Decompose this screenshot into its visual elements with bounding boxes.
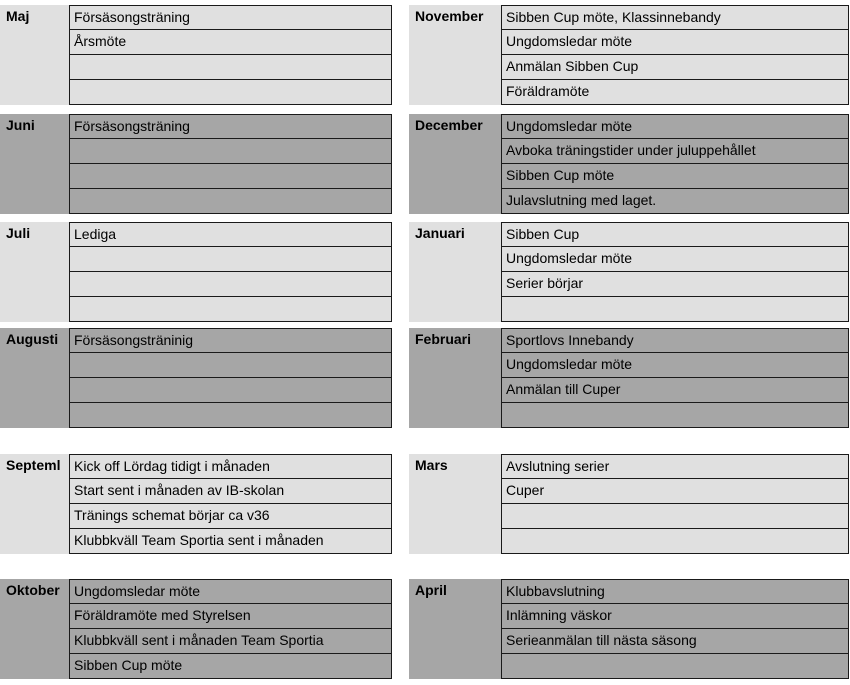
activity-cell [69,297,392,322]
activity-cell: Föräldramöte [501,80,849,105]
activity-cell: Ungdomsledar möte [501,30,849,55]
activity-cell: Ungdomsledar möte [501,353,849,378]
activity-cell [69,55,392,80]
activity-cell: Årsmöte [69,30,392,55]
activity-cell [69,189,392,214]
activity-cell: Föräldramöte med Styrelsen [69,604,392,629]
activity-cell: Anmälan Sibben Cup [501,55,849,80]
activity-cell: Cuper [501,479,849,504]
activity-cell: Sportlovs Innebandy [501,328,849,353]
month-label: Juli [6,225,31,241]
month-label: December [415,117,483,133]
month-block-november [409,5,849,105]
activity-cell: Klubbavslutning [501,579,849,604]
activity-cell: Anmälan till Cuper [501,378,849,403]
month-label: Augusti [6,331,59,347]
activity-cell: Försäsongsträning [69,114,392,139]
activity-cell: Start sent i månaden av IB-skolan [69,479,392,504]
activity-cell [69,378,392,403]
activity-cell: Ungdomsledar möte [501,114,849,139]
activity-cell [69,403,392,428]
activity-cell: Tränings schemat börjar ca v36 [69,504,392,529]
activity-cell [69,139,392,164]
activity-cell: Inlämning väskor [501,604,849,629]
activity-cell [69,164,392,189]
month-block-juni [0,114,392,214]
activity-cell: Serieanmälan till nästa säsong [501,629,849,654]
activity-cell [501,403,849,428]
month-block-januari [409,222,849,322]
activity-cell [69,247,392,272]
month-label: Maj [6,8,30,24]
activity-cell: Avslutning serier [501,454,849,479]
activity-cell: Sibben Cup möte, Klassinnebandy [501,5,849,30]
activity-cell [501,654,849,679]
month-block-september [0,454,392,554]
month-block-oktober [0,579,392,679]
activity-cell: Sibben Cup möte [69,654,392,679]
month-block-mars [409,454,849,554]
activity-cell [501,529,849,554]
activity-cell: Lediga [69,222,392,247]
month-label: Juni [6,117,35,133]
activity-cell: Serier börjar [501,272,849,297]
month-label: Septeml [6,457,61,473]
month-block-december [409,114,849,214]
activity-cell: Sibben Cup möte [501,164,849,189]
activity-cell: Klubbkväll sent i månaden Team Sportia [69,629,392,654]
activity-cell [69,353,392,378]
month-block-april [409,579,849,679]
activity-cell [69,80,392,105]
month-label: April [415,582,447,598]
activity-cell: Kick off Lördag tidigt i månaden [69,454,392,479]
activity-cell [501,297,849,322]
activity-cell: Ungdomsledar möte [69,579,392,604]
activity-cell [69,272,392,297]
month-label: November [415,8,484,24]
activity-cell: Julavslutning med laget. [501,189,849,214]
activity-cell: Klubbkväll Team Sportia sent i månaden [69,529,392,554]
month-label: Januari [415,225,465,241]
month-block-augusti [0,328,392,428]
month-label: Mars [415,457,448,473]
activity-cell: Ungdomsledar möte [501,247,849,272]
activity-cell [501,504,849,529]
month-label: Oktober [6,582,60,598]
month-block-februari [409,328,849,428]
activity-cell: Försäsongsträning [69,5,392,30]
month-label: Februari [415,331,472,347]
month-block-maj [0,5,392,105]
activity-cell: Avboka träningstider under juluppehållet [501,139,849,164]
activity-cell: Sibben Cup [501,222,849,247]
month-block-juli [0,222,392,322]
activity-cell: Försäsongstränin​ig [69,328,392,353]
